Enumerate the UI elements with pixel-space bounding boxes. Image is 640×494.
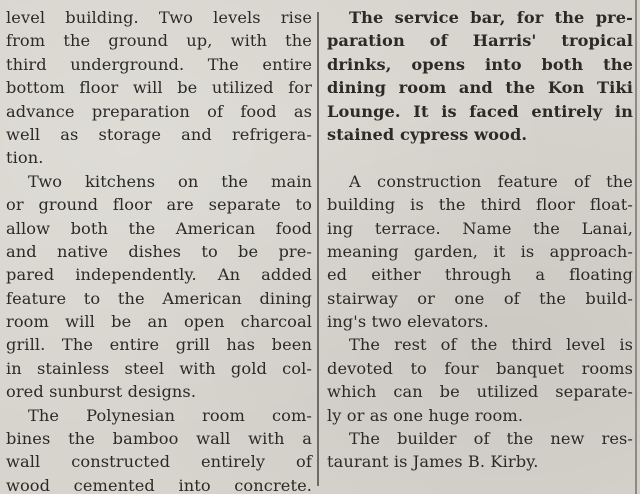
text-line: stairway or one of the build- xyxy=(327,288,633,308)
text-line: third underground. The entire xyxy=(6,54,312,74)
text-line: grill. The entire grill has been xyxy=(6,335,312,355)
text-line: from the ground up, with the xyxy=(6,31,312,51)
text-line: wall constructed entirely of xyxy=(6,452,312,472)
text-line: allow both the American food xyxy=(6,218,312,238)
text-line: building is the third floor float- xyxy=(327,195,633,215)
left-column xyxy=(6,6,312,494)
column-divider xyxy=(317,12,319,486)
text-line: feature to the American dining xyxy=(6,288,312,308)
text-line: and native dishes to be pre- xyxy=(6,241,312,261)
text-line: wood cemented into concrete. xyxy=(6,475,312,494)
text-line: drinks, opens into both the xyxy=(327,54,633,74)
text-line: bottom floor will be utilized for xyxy=(6,78,312,98)
text-line: or ground floor are separate to xyxy=(6,195,312,215)
text-line: taurant is James B. Kirby. xyxy=(327,452,539,472)
text-line: ly or as one huge room. xyxy=(327,405,524,425)
text-line: in stainless steel with gold col- xyxy=(6,358,312,378)
right-column xyxy=(327,6,633,474)
paragraph-start-line: The rest of the third level is xyxy=(349,335,633,355)
text-line: which can be utilized separate- xyxy=(327,382,633,402)
paragraph-start-line: The service bar, for the pre- xyxy=(349,8,633,27)
text-line: tion. xyxy=(6,148,44,168)
text-line: stained cypress wood. xyxy=(327,124,528,144)
text-line: level building. Two levels rise xyxy=(6,8,312,27)
text-line: bines the bamboo wall with a xyxy=(6,429,312,449)
text-line: ored sunburst designs. xyxy=(6,382,197,402)
blank-line xyxy=(327,146,633,169)
text-line: ed either through a floating xyxy=(327,265,633,285)
text-line: Lounge. It is faced entirely in xyxy=(327,101,633,121)
text-line: dining room and the Kon Tiki xyxy=(327,78,633,98)
text-line: well as storage and refrigera- xyxy=(6,124,312,144)
paragraph-start-line: The builder of the new res- xyxy=(349,429,633,449)
paragraph-start-line: Two kitchens on the main xyxy=(28,171,312,191)
text-line: meaning garden, it is approach- xyxy=(327,241,633,261)
text-line: room will be an open charcoal xyxy=(6,312,312,332)
text-line: ing's two elevators. xyxy=(327,312,489,332)
text-line: paration of Harris' tropical xyxy=(327,31,633,51)
paragraph-start-line: A construction feature of the xyxy=(349,171,633,191)
page-edge xyxy=(635,0,637,494)
text-line: pared independently. An added xyxy=(6,265,312,285)
text-line: advance preparation of food as xyxy=(6,101,312,121)
text-line: devoted to four banquet rooms xyxy=(327,358,633,378)
paragraph-start-line: The Polynesian room com- xyxy=(28,405,312,425)
text-line: ing terrace. Name the Lanai, xyxy=(327,218,633,238)
